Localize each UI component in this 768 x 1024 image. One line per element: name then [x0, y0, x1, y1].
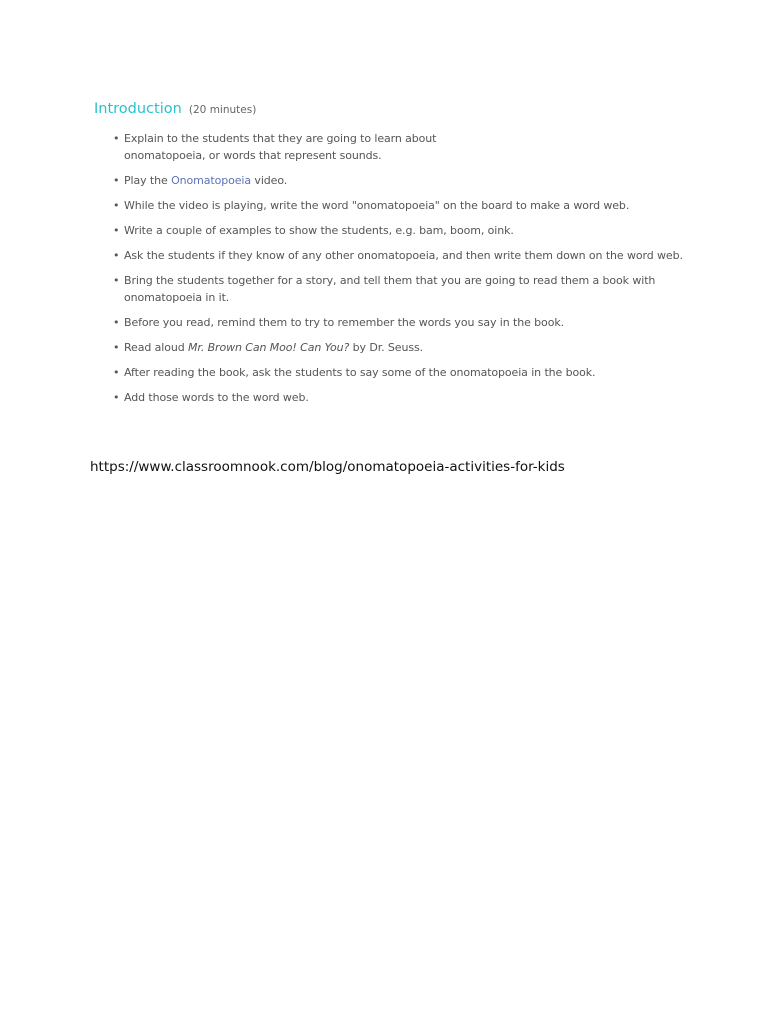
list-item [94, 272, 694, 306]
bullet: • [113, 174, 120, 187]
step-line: Explain to the students that they are going to learn about [124, 132, 437, 145]
source-url-text: https://www.classroomnook.com/blog/onomatopoeia-activities-for-kids [90, 459, 565, 475]
list-item [94, 314, 694, 331]
step-text: Before you read, remind them to try to remember the words you say in the book. [124, 316, 564, 329]
step-text: Add those words to the word web. [124, 391, 309, 404]
list-item [94, 389, 694, 406]
book-title: Mr. Brown Can Moo! Can You? [188, 341, 350, 354]
list-item [94, 247, 694, 264]
onomatopoeia-video-link[interactable]: Onomatopoeia [171, 174, 252, 187]
heading-duration: (20 minutes) [188, 104, 257, 116]
step-line: onomatopoeia, or words that represent sounds. [124, 149, 382, 162]
bullet: • [113, 249, 120, 262]
step-line: onomatopoeia in it. [124, 291, 230, 304]
step-text: Write a couple of examples to show the students, e.g. bam, boom, oink. [124, 224, 514, 237]
list-item [94, 130, 694, 164]
bullet: • [113, 341, 120, 354]
step-text-before: Play the [124, 174, 172, 187]
lesson-plan-screenshot [94, 96, 694, 414]
bullet: • [113, 132, 120, 145]
step-text [124, 172, 694, 189]
step-text-before: Read aloud [124, 341, 189, 354]
bullet: • [113, 391, 120, 404]
step-text [124, 339, 694, 356]
step-text-after: video. [251, 174, 288, 187]
list-item [94, 339, 694, 356]
step-text: After reading the book, ask the students to say some of the onomatopoeia in the book. [124, 366, 596, 379]
lesson-steps-list [94, 130, 694, 406]
bullet: • [113, 274, 120, 287]
step-text: Ask the students if they know of any other onomatopoeia, and then write them down on the word web. [124, 249, 683, 262]
bullet: • [113, 224, 120, 237]
section-heading [94, 96, 694, 122]
step-line: Bring the students together for a story, and tell them that you are going to read them a book with [124, 274, 656, 287]
list-item [94, 364, 694, 381]
list-item [94, 197, 694, 214]
step-text: While the video is playing, write the word "onomatopoeia" on the board to make a word web. [124, 199, 630, 212]
bullet: • [113, 316, 120, 329]
list-item [94, 172, 694, 189]
list-item [94, 222, 694, 239]
heading-title: Introduction [94, 101, 182, 117]
bullet: • [113, 199, 120, 212]
bullet: • [113, 366, 120, 379]
step-text-after: by Dr. Seuss. [349, 341, 424, 354]
